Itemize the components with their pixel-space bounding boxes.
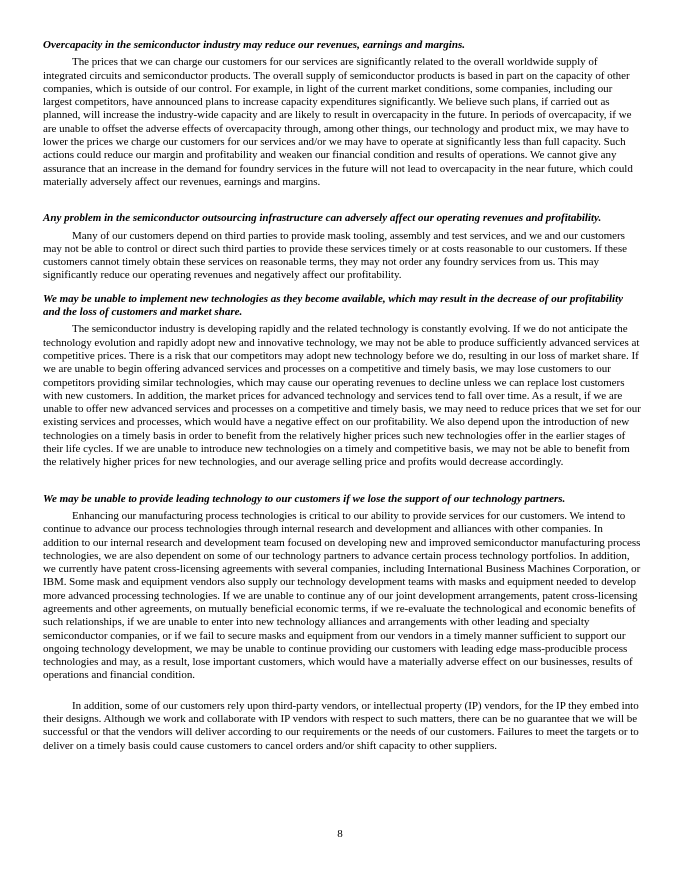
body-paragraph: The semiconductor industry is developing rapidly and the related technology is constantly evolving. If we do not anticipate the technology evolution and rapidly adopt new and innovative technology, we may not be able to produce sufficiently advanced services at competitive prices. There is a risk that our competitors may adopt new technology before we do, resulting in our loss of market share. If we are unable to begin offering advanced services and processes on a competitive and timely basis, we may lose customers to our competitors providing similar technologies, which may cause our operating revenues to decline unless we can replace lost customers with new customers. In addition, the market prices for advanced technology and services tend to fall over time. As a result, if we are unable to offer new advanced services and processes on a competitive and timely basis, we may need to reduce prices that we set for our existing services and processes, which would have a negative effect on our profitability. We also depend upon the introduction of new technologies on a timely basis in order to benefit from the relatively higher prices such new technologies offer in the earlier stages of their life cycles. If we are unable to introduce new technologies on a timely and competitive basis, we may not be able to benefit from the relatively higher prices for new technologies, and our average selling price and profits would decrease accordingly. <box>43 323 641 469</box>
section-heading: Any problem in the semiconductor outsourcing infrastructure can adversely affect our operating revenues and profitability. <box>43 212 602 225</box>
section-heading: We may be unable to implement new technologies as they become available, which may result in the decrease of our profitability and the loss of customers and market share. <box>43 292 624 319</box>
page-number: 8 <box>337 828 343 840</box>
section-heading: We may be unable to provide leading technology to our customers if we lose the support of our technology partners. <box>43 492 566 505</box>
risk-section-new-technologies <box>43 293 641 470</box>
risk-section-technology-partners <box>43 493 641 753</box>
body-paragraph: Many of our customers depend on third parties to provide mask tooling, assembly and test services, and we and our customers may not be able to control or direct such third parties to provide these services timely or at costs reasonable to our customers. If these customers cannot timely obtain these services on reasonable terms, they may not order any foundry services from us. This may significantly reduce our operating revenues and negatively affect our profitability. <box>43 229 628 282</box>
body-paragraph: In addition, some of our customers rely upon third-party vendors, or intellectual property (IP) vendors, for the IP they embed into their designs. Although we work and collaborate with IP vendors with respect to such matters, there can be no guarantee that we will be successful or that the vendors will deliver according to our requirements or the needs of our customers. Failures to meet the targets or to deliver on a timely basis could cause customers to cancel orders and/or shift capacity to other suppliers. <box>43 699 639 752</box>
risk-section-outsourcing <box>43 212 641 282</box>
document-page <box>43 39 641 753</box>
risk-section-overcapacity <box>43 39 641 189</box>
body-paragraph: Enhancing our manufacturing process technologies is critical to our ability to provide services for our customers. We intend to continue to advance our process technologies through internal research and development and alliances with other companies. In addition to our internal research and development team focused on developing new and improved semiconductor manufacturing process technologies, we are also dependent on some of our technology partners to advance certain process technology portfolios. In addition, we currently have patent cross-licensing agreements with several companies, including International Business Machines Corporation, or IBM. Some mask and equipment vendors also supply our technology development teams with masks and equipment needed to develop more advanced processing technologies. If we are unable to continue any of our joint development arrangements, patent cross-licensing agreements and other agreements, on mutually beneficial economic terms, if we re-evaluate the technological and economic benefits of such relationships, if we are unable to enter into new technology alliances and arrangements with other leading and specialty semiconductor companies, or if we fail to secure masks and equipment from our vendors in a timely manner sufficient to support our ongoing technology development, we may be unable to continue providing our customers with leading edge mass-producible process technologies and may, as a result, lose important customers, which would have a materially adverse effect on our businesses, results of operations and financial condition. <box>43 509 641 682</box>
section-heading: Overcapacity in the semiconductor industry may reduce our revenues, earnings and margins. <box>43 39 465 51</box>
body-paragraph: The prices that we can charge our customers for our services are significantly related to the overall worldwide supply of integrated circuits and semiconductor products. The overall supply of semiconductor products is based in part on the capacity of other companies, which is outside of our control. For example, in light of the current market conditions, some companies, including our largest competitors, have announced plans to increase capacity expenditures significantly. We believe such plans, if carried out as planned, will increase the industry-wide capacity and are likely to result in overcapacity in the future. In periods of overcapacity, if we are unable to offset the adverse effects of overcapacity through, among other things, our technology and product mix, we may have to lower the prices we charge our customers for our services and/or we may have to operate at significantly less than full capacity. Such actions could reduce our margin and profitability and weaken our financial condition and results of operations. We cannot give any assurance that an increase in the demand for foundry services in the future will not lead to overcapacity in the near future, which could materially adversely affect our revenues, earnings and margins. <box>43 56 633 188</box>
